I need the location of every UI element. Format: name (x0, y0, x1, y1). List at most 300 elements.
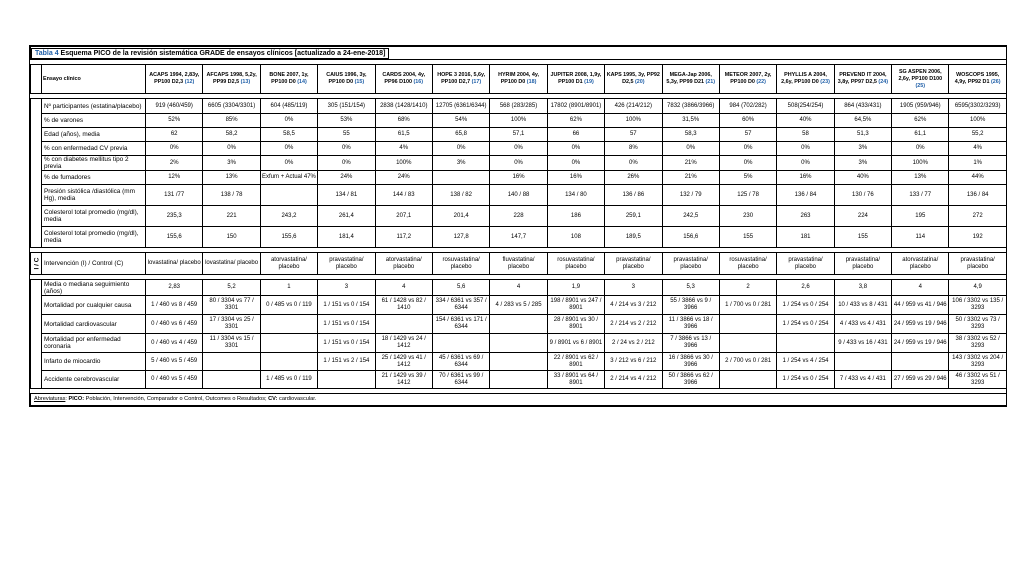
cell-value: 24% (318, 171, 375, 185)
study-header (375, 65, 432, 94)
cell-value: 50 / 3302 vs 73 / 3293 (949, 315, 1006, 334)
footnote-row (31, 394, 1007, 406)
cell-value: 1 / 460 vs 8 / 459 (146, 296, 203, 315)
cell-value: 100% (605, 114, 662, 128)
cell-value: 57,1 (490, 128, 547, 142)
cell-value: 0% (605, 156, 662, 171)
cell-value (260, 185, 317, 206)
cell-value: 38 / 3302 vs 52 / 3293 (949, 334, 1006, 353)
cell-value: 53% (318, 114, 375, 128)
cell-value: 155,6 (146, 227, 203, 248)
study-ref: (20) (634, 79, 645, 85)
cell-value: 3 (318, 280, 375, 296)
section-label (31, 99, 42, 248)
cell-value: 186 (547, 206, 604, 227)
cell-value: 13% (892, 171, 949, 185)
cell-value: rosuvastatina/ placebo (432, 253, 489, 275)
cell-value: 1 (260, 280, 317, 296)
cell-value: 3,8 (834, 280, 891, 296)
study-name: HYRIM 2004, 4y, PP100 D0 (498, 72, 540, 85)
cell-value: 60% (719, 114, 776, 128)
cell-value: lovastatina/ placebo (203, 253, 260, 275)
cell-value: 40% (777, 114, 834, 128)
cell-value: 62% (892, 114, 949, 128)
cell-value: 26% (605, 171, 662, 185)
study-ref: (23) (820, 79, 830, 85)
cell-value: 66 (547, 128, 604, 142)
study-ref: (13) (240, 79, 251, 85)
cell-value (432, 171, 489, 185)
cell-value: 1 / 151 vs 0 / 154 (318, 315, 375, 334)
cell-value: 334 / 6361 vs 357 / 6344 (432, 296, 489, 315)
study-header (949, 65, 1006, 94)
cell-value: 2% (146, 156, 203, 171)
cell-value: 68% (375, 114, 432, 128)
row-label: % con diabetes mellitus tipo 2 previa (42, 156, 146, 171)
cell-value: 11 / 3866 vs 18 / 3966 (662, 315, 719, 334)
header-first-col: Ensayo clínico (42, 65, 146, 94)
pico-table-container (29, 45, 1007, 407)
cell-value (719, 315, 776, 334)
table-row (31, 353, 1007, 371)
cell-value: 24 / 959 vs 19 / 946 (892, 334, 949, 353)
cell-value: 1 / 254 vs 0 / 254 (777, 371, 834, 389)
row-label: Intervención (I) / Control (C) (42, 253, 146, 275)
cell-value: 13% (203, 171, 260, 185)
cell-value: 230 (719, 206, 776, 227)
cell-value: 16 / 3866 vs 30 / 3966 (662, 353, 719, 371)
cell-value: 1 / 700 vs 0 / 281 (719, 296, 776, 315)
cell-value: lovastatina/ placebo (146, 253, 203, 275)
study-ref: (15) (354, 79, 365, 85)
cell-value (490, 353, 547, 371)
cell-value: 1 / 254 vs 0 / 254 (777, 315, 834, 334)
cell-value: 140 / 88 (490, 185, 547, 206)
cell-value: 4 (490, 280, 547, 296)
cell-value: 0% (547, 142, 604, 156)
cell-value: 55 / 3866 vs 9 / 3966 (662, 296, 719, 315)
cell-value: 27 / 959 vs 29 / 946 (892, 371, 949, 389)
study-name: PREVEND IT 2004, 3,8y, PP97 D2,5 (837, 72, 887, 85)
cell-value: 80 / 3304 vs 77 / 3301 (203, 296, 260, 315)
study-name: JUPITER 2008, 1,9y, PP100 D1 (550, 72, 602, 85)
cell-value: 2 / 214 vs 4 / 212 (605, 371, 662, 389)
cell-value: 2 / 214 vs 2 / 212 (605, 315, 662, 334)
table-title-text: Esquema PICO de la revisión sistemática GRADE de ensayos clínicos [actualizado a 24-ene-2018] (58, 49, 386, 57)
cell-value: 2 / 700 vs 0 / 281 (719, 353, 776, 371)
study-ref: (19) (584, 79, 594, 85)
cell-value (203, 371, 260, 389)
cell-value: 181,4 (318, 227, 375, 248)
study-ref: (16) (413, 79, 424, 85)
cell-value: 134 / 81 (318, 185, 375, 206)
cell-value: 24% (375, 171, 432, 185)
cell-value: 4,9 (949, 280, 1006, 296)
row-label: % con enfermedad CV previa (42, 142, 146, 156)
table-number: Tabla 4 (35, 49, 59, 57)
cell-value: 156,6 (662, 227, 719, 248)
cell-value: atorvastatina/ placebo (892, 253, 949, 275)
cell-value: 1 / 151 vs 0 / 154 (318, 334, 375, 353)
cell-value: 604 (485/119) (260, 99, 317, 114)
cell-value: 24 / 959 vs 19 / 946 (892, 315, 949, 334)
cell-value: 984 (702/282) (719, 99, 776, 114)
row-label: Edad (años), media (42, 128, 146, 142)
cell-value: 5 / 460 vs 5 / 459 (146, 353, 203, 371)
table-row (31, 315, 1007, 334)
cell-value: 568 (283/285) (490, 99, 547, 114)
cell-value: 0% (490, 156, 547, 171)
section-label-text: I / C (33, 257, 41, 269)
cell-value: 138 / 82 (432, 185, 489, 206)
cell-value: 11 / 3304 vs 15 / 3301 (203, 334, 260, 353)
table-row (31, 280, 1007, 296)
cell-value: 4 / 214 vs 3 / 212 (605, 296, 662, 315)
cell-value: 0 / 460 vs 5 / 459 (146, 371, 203, 389)
cell-value: 0% (260, 142, 317, 156)
cell-value: 100% (949, 114, 1006, 128)
cell-value: 62% (547, 114, 604, 128)
study-header (892, 65, 949, 94)
cell-value: pravastatina/ placebo (318, 253, 375, 275)
footnote-term: PICO: (68, 396, 85, 402)
cell-value: 130 / 76 (834, 185, 891, 206)
footnote-text: cardiovascular. (277, 396, 317, 402)
study-header (662, 65, 719, 94)
cell-value: 263 (777, 206, 834, 227)
cell-value: 3% (203, 156, 260, 171)
study-ref: (12) (184, 79, 195, 85)
study-ref: (24) (878, 79, 889, 85)
cell-value: 9 / 433 vs 16 / 431 (834, 334, 891, 353)
study-name: CAIUS 1996, 3y, PP100 D0 (326, 72, 367, 85)
cell-value: 243,2 (260, 206, 317, 227)
cell-value: 117,2 (375, 227, 432, 248)
row-label: Presión sistólica /diastólica (mm Hg), media (42, 185, 146, 206)
cell-value: 33 / 8901 vs 64 / 8901 (547, 371, 604, 389)
cell-value (260, 353, 317, 371)
cell-value (318, 371, 375, 389)
cell-value: 221 (203, 206, 260, 227)
footnote-text: Población, Intervención, Comparador o Control, Outcomes o Resultados; (84, 396, 269, 402)
cell-value: 3% (834, 142, 891, 156)
cell-value: 85% (203, 114, 260, 128)
cell-value: 2 (719, 280, 776, 296)
cell-value: 235,3 (146, 206, 203, 227)
pico-table (30, 46, 1007, 406)
cell-value: 55 (318, 128, 375, 142)
table-row (31, 296, 1007, 315)
cell-value: 1,9 (547, 280, 604, 296)
study-ref: (18) (526, 79, 537, 85)
study-header (490, 65, 547, 94)
cell-value: 201,4 (432, 206, 489, 227)
cell-value: 58,5 (260, 128, 317, 142)
cell-value: 1 / 485 vs 0 / 119 (260, 371, 317, 389)
table-row (31, 253, 1007, 275)
study-name: PHYLLIS A 2004, 2,6y, PP100 D0 (781, 72, 827, 85)
cell-value: 58,3 (662, 128, 719, 142)
table-row (31, 371, 1007, 389)
cell-value (203, 353, 260, 371)
cell-value: 125 / 78 (719, 185, 776, 206)
cell-value: 0% (547, 156, 604, 171)
cell-value: 46 / 3302 vs 51 / 3293 (949, 371, 1006, 389)
cell-value: 62 (146, 128, 203, 142)
cell-value: 138 / 78 (203, 185, 260, 206)
row-label: Media o mediana seguimiento (años) (42, 280, 146, 296)
cell-value (490, 371, 547, 389)
cell-value: 108 (547, 227, 604, 248)
cell-value: 55,2 (949, 128, 1006, 142)
cell-value: 4 / 433 vs 4 / 431 (834, 315, 891, 334)
cell-value: 52% (146, 114, 203, 128)
cell-value: 0% (490, 142, 547, 156)
cell-value: 12% (146, 171, 203, 185)
cell-value: 136 / 84 (949, 185, 1006, 206)
cell-value: 192 (949, 227, 1006, 248)
cell-value: 155,6 (260, 227, 317, 248)
cell-value: 919 (460/459) (146, 99, 203, 114)
cell-value: 6605 (3304/3301) (203, 99, 260, 114)
cell-value: 1 / 254 vs 0 / 254 (777, 296, 834, 315)
cell-value: 147,7 (490, 227, 547, 248)
row-label: Mortalidad por enfermedad coronaria (42, 334, 146, 353)
cell-value: fluvastatina/ placebo (490, 253, 547, 275)
cell-value: 9 / 8901 vs 6 / 8901 (547, 334, 604, 353)
cell-value: 0% (719, 156, 776, 171)
cell-value: 198 / 8901 vs 247 / 8901 (547, 296, 604, 315)
cell-value: 0% (318, 156, 375, 171)
cell-value: 228 (490, 206, 547, 227)
study-name: ACAPS 1994, 2,83y, PP100 D2,3 (149, 72, 200, 85)
cell-value: 0% (203, 142, 260, 156)
cell-value: 132 / 79 (662, 185, 719, 206)
cell-value: 1 / 254 vs 4 / 254 (777, 353, 834, 371)
table-title (31, 47, 1007, 60)
study-header (605, 65, 662, 94)
cell-value: 21% (662, 171, 719, 185)
cell-value: Exfum + Actual 47% (260, 171, 317, 185)
study-header (777, 65, 834, 94)
footnote-term: CV: (268, 396, 278, 402)
study-name: MEGA-Jap 2006, 5,3y, PP99 D21 (666, 72, 712, 85)
cell-value: 0% (719, 142, 776, 156)
cell-value: 57 (719, 128, 776, 142)
cell-value: 4 (892, 280, 949, 296)
study-header (547, 65, 604, 94)
cell-value: 0 / 460 vs 4 / 459 (146, 334, 203, 353)
cell-value: 2,6 (777, 280, 834, 296)
table-row (31, 171, 1007, 185)
study-name: HOPE 3 2016, 5,6y, PP100 D2,7 (437, 72, 486, 85)
cell-value (375, 315, 432, 334)
footnote: Abreviaturas: PICO: Población, Intervención, Comparador o Control, Outcomes o Resultados; CV: cardiovascular. (31, 394, 1007, 406)
cell-value: 0% (777, 142, 834, 156)
cell-value: 6595(3302/3293) (949, 99, 1006, 114)
cell-value: 5,2 (203, 280, 260, 296)
cell-value: 0% (432, 142, 489, 156)
cell-value: 3 (605, 280, 662, 296)
cell-value: 28 / 8901 vs 30 / 8901 (547, 315, 604, 334)
table-row (31, 206, 1007, 227)
cell-value: 143 / 3302 vs 204 / 3293 (949, 353, 1006, 371)
cell-value: 0% (777, 156, 834, 171)
cell-value: 17 / 3304 vs 25 / 3301 (203, 315, 260, 334)
study-ref: (17) (471, 79, 482, 85)
row-label: Mortalidad por cualquier causa (42, 296, 146, 315)
study-ref: (25) (915, 82, 926, 89)
cell-value: 150 (203, 227, 260, 248)
cell-value: pravastatina/ placebo (777, 253, 834, 275)
cell-value: 272 (949, 206, 1006, 227)
row-label: Nº participantes (estatina/placebo) (42, 99, 146, 114)
cell-value: 189,5 (605, 227, 662, 248)
table-row (31, 114, 1007, 128)
cell-value: 4% (949, 142, 1006, 156)
cell-value: 0 / 485 vs 0 / 119 (260, 296, 317, 315)
cell-value: 2838 (1428/1410) (375, 99, 432, 114)
cell-value: 40% (834, 171, 891, 185)
cell-value: 44% (949, 171, 1006, 185)
row-label: Colesterol total promedio (mg/dl), media (42, 206, 146, 227)
study-ref: (14) (297, 79, 307, 85)
cell-value: 3% (834, 156, 891, 171)
cell-value: 4% (375, 142, 432, 156)
study-ref: (21) (705, 79, 716, 85)
study-header (318, 65, 375, 94)
cell-value: 864 (433/431) (834, 99, 891, 114)
cell-value: 61,1 (892, 128, 949, 142)
row-label: Accidente cerebrovascular (42, 371, 146, 389)
study-header (432, 65, 489, 94)
cell-value: 3% (432, 156, 489, 171)
cell-value: 16% (777, 171, 834, 185)
cell-value: 207,1 (375, 206, 432, 227)
cell-value: 0% (260, 156, 317, 171)
cell-value: 5,6 (432, 280, 489, 296)
cell-value: 154 / 6361 vs 171 / 6344 (432, 315, 489, 334)
cell-value: 58 (777, 128, 834, 142)
cell-value: 136 / 86 (605, 185, 662, 206)
cell-value: pravastatina/ placebo (605, 253, 662, 275)
cell-value: 65,8 (432, 128, 489, 142)
cell-value: 131 /77 (146, 185, 203, 206)
table-row (31, 334, 1007, 353)
table-row (31, 142, 1007, 156)
cell-value: 45 / 6361 vs 69 / 6344 (432, 353, 489, 371)
row-label: Infarto de miocardio (42, 353, 146, 371)
table-row (31, 227, 1007, 248)
cell-value: 64,5% (834, 114, 891, 128)
cell-value: 25 / 1429 vs 41 / 1412 (375, 353, 432, 371)
row-label: % de fumadores (42, 171, 146, 185)
cell-value: 426 (214/212) (605, 99, 662, 114)
cell-value (260, 315, 317, 334)
cell-value (260, 334, 317, 353)
cell-value: 5% (719, 171, 776, 185)
cell-value: 57 (605, 128, 662, 142)
cell-value (892, 353, 949, 371)
cell-value: 7 / 433 vs 4 / 431 (834, 371, 891, 389)
cell-value: 1 / 151 vs 2 / 154 (318, 353, 375, 371)
cell-value (719, 334, 776, 353)
study-name: METEOR 2007, 2y, PP100 D0 (724, 72, 772, 85)
cell-value: pravastatina/ placebo (662, 253, 719, 275)
footnote-prefix: Abreviaturas (34, 396, 66, 402)
study-name: AFCAPS 1998, 5,2y, PP99 D2,5 (206, 72, 257, 85)
cell-value: 18 / 1429 vs 24 / 1412 (375, 334, 432, 353)
cell-value: 8% (605, 142, 662, 156)
cell-value (490, 334, 547, 353)
cell-value: atorvastatina/ placebo (375, 253, 432, 275)
cell-value: 106 / 3302 vs 135 / 3293 (949, 296, 1006, 315)
cell-value: 133 / 77 (892, 185, 949, 206)
cell-value: 16% (547, 171, 604, 185)
cell-value: 127,8 (432, 227, 489, 248)
cell-value: 61 / 1428 vs 82 / 1410 (375, 296, 432, 315)
cell-value: 195 (892, 206, 949, 227)
section-label (31, 253, 42, 275)
header-corner (31, 65, 42, 94)
cell-value: 155 (719, 227, 776, 248)
cell-value (432, 334, 489, 353)
cell-value: 7832 (3866/3966) (662, 99, 719, 114)
cell-value: 0% (892, 142, 949, 156)
cell-value: 3 / 212 vs 6 / 212 (605, 353, 662, 371)
cell-value: 7 / 3866 vs 13 / 3966 (662, 334, 719, 353)
section-label (31, 280, 42, 389)
cell-value: 1905 (959/946) (892, 99, 949, 114)
cell-value: 0% (662, 142, 719, 156)
cell-value: 305 (151/154) (318, 99, 375, 114)
study-header (203, 65, 260, 94)
study-ref: (26) (990, 79, 1001, 85)
cell-value: 58,2 (203, 128, 260, 142)
cell-value: 44 / 959 vs 41 / 946 (892, 296, 949, 315)
table-row (31, 99, 1007, 114)
row-label: Colesterol total promedio (mg/dl), media (42, 227, 146, 248)
cell-value: 136 / 84 (777, 185, 834, 206)
cell-value: 242,5 (662, 206, 719, 227)
cell-value: 508(254/254) (777, 99, 834, 114)
cell-value: 0% (318, 142, 375, 156)
cell-value (834, 353, 891, 371)
cell-value (490, 315, 547, 334)
cell-value: 1 / 151 vs 0 / 154 (318, 296, 375, 315)
cell-value: 22 / 8901 vs 62 / 8901 (547, 353, 604, 371)
cell-value (719, 371, 776, 389)
table-row (31, 156, 1007, 171)
cell-value: 54% (432, 114, 489, 128)
cell-value: atorvastatina/ placebo (260, 253, 317, 275)
cell-value: 0% (260, 114, 317, 128)
row-label: Mortalidad cardiovascular (42, 315, 146, 334)
study-header (146, 65, 203, 94)
cell-value: 50 / 3866 vs 62 / 3966 (662, 371, 719, 389)
cell-value: 0% (146, 142, 203, 156)
table-row (31, 128, 1007, 142)
cell-value: rosuvastatina/ placebo (547, 253, 604, 275)
cell-value: 261,4 (318, 206, 375, 227)
cell-value: 259,1 (605, 206, 662, 227)
table-row (31, 185, 1007, 206)
cell-value: 51,3 (834, 128, 891, 142)
cell-value: 21 / 1429 vs 39 / 1412 (375, 371, 432, 389)
cell-value: 12705 (6361/6344) (432, 99, 489, 114)
study-name: SG ASPEN 2006, 2,6y, PP100 D100 (898, 68, 943, 82)
cell-value: 144 / 83 (375, 185, 432, 206)
